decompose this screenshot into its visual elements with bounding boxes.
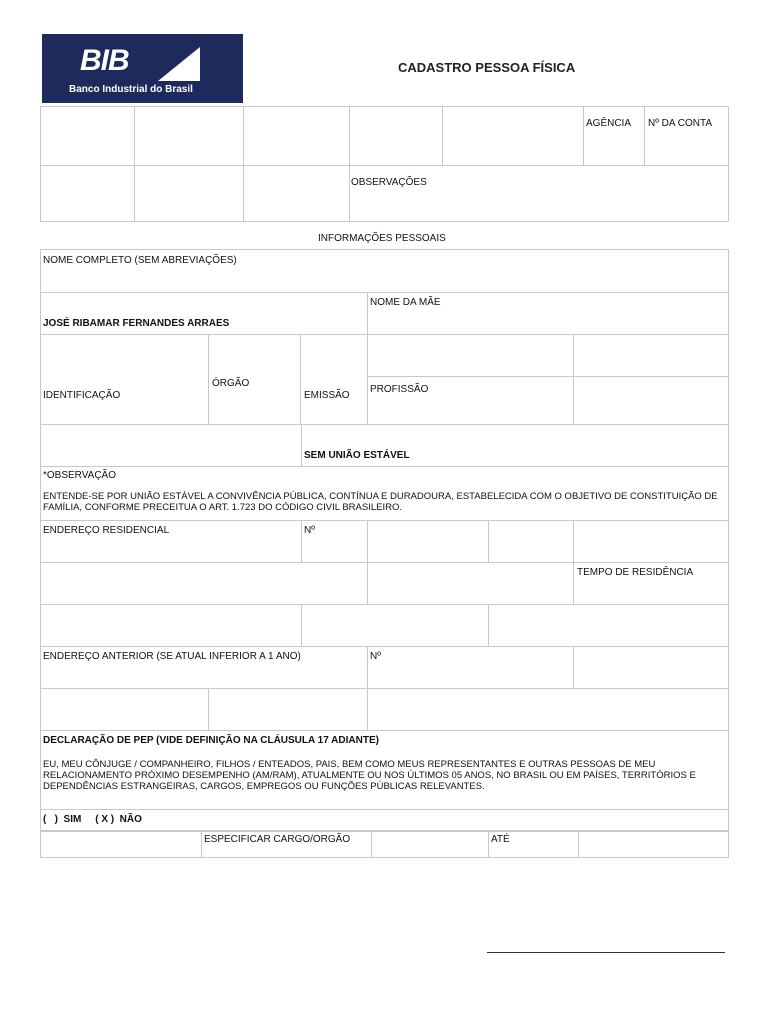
nome-valor: JOSÉ RIBAMAR FERNANDES ARRAES xyxy=(43,318,230,329)
observacao-label: *OBSERVAÇÃO xyxy=(43,470,116,481)
top-cell-1[interactable] xyxy=(40,106,135,166)
numero2-label: Nº xyxy=(370,651,381,662)
top-cell-3[interactable] xyxy=(243,106,350,166)
prev-cell-d[interactable] xyxy=(367,688,729,731)
profissao-field[interactable] xyxy=(367,376,574,425)
agencia-label: AGÊNCIA xyxy=(586,118,632,129)
emissao-field[interactable] xyxy=(300,334,368,425)
nome-valor-field[interactable] xyxy=(40,292,368,335)
endereco-residencial-label: ENDEREÇO RESIDENCIAL xyxy=(43,525,170,536)
numero-label: Nº xyxy=(304,525,315,536)
logo-wing-icon xyxy=(152,47,202,81)
emissao-label: EMISSÃO xyxy=(304,390,350,401)
info-cell-a[interactable] xyxy=(367,334,574,377)
tempo-residencia-field[interactable] xyxy=(573,562,729,605)
orgao-field[interactable] xyxy=(208,334,301,425)
addr-cell-b[interactable] xyxy=(488,520,574,563)
addr-cell-d[interactable] xyxy=(40,562,368,605)
prev-cell-b[interactable] xyxy=(40,688,209,731)
logo-subtitle: Banco Industrial do Brasil xyxy=(69,84,193,95)
endereco-residencial-field[interactable] xyxy=(40,520,302,563)
top-cell-7[interactable] xyxy=(134,165,244,222)
profissao-label: PROFISSÃO xyxy=(370,384,429,395)
addr-cell-a[interactable] xyxy=(367,520,489,563)
endereco-anterior-field[interactable] xyxy=(40,646,368,689)
logo-text: BIB xyxy=(80,44,129,77)
agencia-field[interactable] xyxy=(583,106,645,166)
top-cell-5[interactable] xyxy=(442,106,584,166)
pep-options[interactable]: ( ) SIM ( X ) NÃO xyxy=(43,814,142,825)
pep-box xyxy=(40,730,729,810)
prev-cell-a[interactable] xyxy=(573,646,729,689)
pep-text: EU, MEU CÔNJUGE / COMPANHEIRO, FILHOS / ENTEADOS, PAIS, BEM COMO MEUS REPRESENTANTES E OUTRAS PESSOAS DE MEU RELACIONAMENTO PRÓXIMO DESEMPENHO (AM/RAM), ATUALMENTE OU NOS ÚLTIMOS 05 ANOS, NO BRASIL OU EM PAÍSES, TERRITÓRIOS E DEPENDÊNCIAS ESTRANGEIRAS, CARGOS, EMPREGOS OU FUNÇÕES PÚBLICAS RELEVANTES. xyxy=(43,759,696,792)
addr-cell-g[interactable] xyxy=(301,604,489,647)
top-cell-2[interactable] xyxy=(134,106,244,166)
addr-cell-e[interactable] xyxy=(367,562,574,605)
nome-completo-field[interactable] xyxy=(40,249,729,293)
cargo-cell-a[interactable] xyxy=(40,831,202,858)
info-cell-b[interactable] xyxy=(573,334,729,377)
prev-cell-c[interactable] xyxy=(208,688,368,731)
addr-cell-f[interactable] xyxy=(40,604,302,647)
top-cell-4[interactable] xyxy=(349,106,443,166)
conta-label: Nº DA CONTA xyxy=(648,118,713,129)
top-cell-8[interactable] xyxy=(243,165,350,222)
top-cell-6[interactable] xyxy=(40,165,135,222)
observacoes-field[interactable] xyxy=(349,165,729,222)
page-title: CADASTRO PESSOA FÍSICA xyxy=(398,60,576,75)
uniao-estavel-field[interactable] xyxy=(301,424,729,467)
nome-completo-label: NOME COMPLETO (SEM ABREVIAÇÕES) xyxy=(43,255,237,266)
info-cell-c[interactable] xyxy=(573,376,729,425)
nome-mae-label: NOME DA MÃE xyxy=(370,297,441,308)
endereco-anterior-label: ENDEREÇO ANTERIOR (SE ATUAL INFERIOR A 1 ANO) xyxy=(43,651,301,662)
numero2-field[interactable] xyxy=(367,646,574,689)
tempo-residencia-label: TEMPO DE RESIDÊNCIA xyxy=(577,567,694,578)
pep-options-row[interactable] xyxy=(40,809,729,831)
pep-title: DECLARAÇÃO DE PEP (VIDE DEFINIÇÃO NA CLÁUSULA 17 ADIANTE) xyxy=(43,735,379,746)
especificar-field[interactable] xyxy=(201,831,372,858)
cargo-cell-c[interactable] xyxy=(578,831,729,858)
observacao-text: ENTENDE-SE POR UNIÃO ESTÁVEL A CONVIVÊNCIA PÚBLICA, CONTÍNUA E DURADOURA, ESTABELECIDA COM O OBJETIVO DE CONSTITUIÇÃO DE FAMÍLIA, CONFORME PRECEITUA O ART. 1.723 DO CÓDIGO CIVIL BRASILEIRO. xyxy=(43,491,718,513)
ate-field[interactable] xyxy=(488,831,579,858)
observacao-box xyxy=(40,466,729,521)
conta-field[interactable] xyxy=(644,106,729,166)
identificacao-label: IDENTIFICAÇÃO xyxy=(43,390,121,401)
signature-line[interactable] xyxy=(487,952,725,953)
nome-mae-field[interactable] xyxy=(367,292,729,335)
bank-logo xyxy=(42,34,243,103)
uniao-estavel-value: SEM UNIÃO ESTÁVEL xyxy=(304,450,410,461)
especificar-label: ESPECIFICAR CARGO/ORGÃO xyxy=(204,834,351,845)
estado-civil-field[interactable] xyxy=(40,424,302,467)
cargo-cell-b[interactable] xyxy=(371,831,489,858)
orgao-label: ÓRGÃO xyxy=(212,378,250,389)
identificacao-field[interactable] xyxy=(40,334,209,425)
observacoes-label: OBSERVAÇÕES xyxy=(351,177,427,188)
ate-label: ATÉ xyxy=(491,834,510,845)
numero-field[interactable] xyxy=(301,520,368,563)
addr-cell-h[interactable] xyxy=(488,604,729,647)
addr-cell-c[interactable] xyxy=(573,520,729,563)
section-title: INFORMAÇÕES PESSOAIS xyxy=(318,233,446,244)
